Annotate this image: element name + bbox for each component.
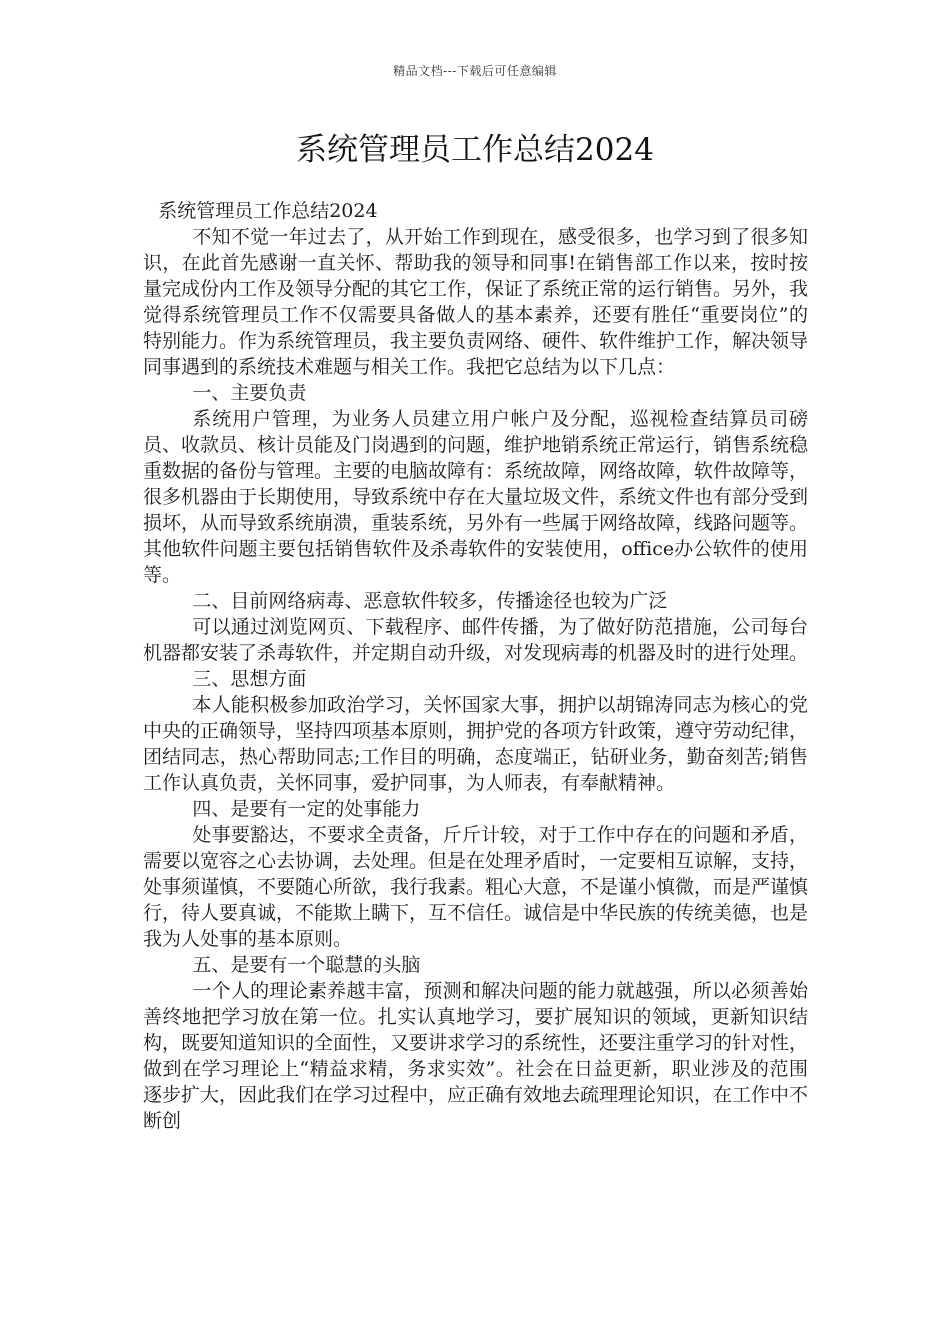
document-subtitle: 系统管理员工作总结2024 (158, 200, 378, 222)
section-heading-4: 四、是要有一定的处事能力 (192, 798, 421, 820)
paragraph-section-2: 可以通过浏览网页、下载程序、邮件传播，为了做好防范措施，公司每台机器都安装了杀毒软件，并定期自动升级，对发现病毒的机器及时的进行处理。 (143, 616, 809, 664)
page-header: 精品文档---下载后可任意编辑 (393, 64, 557, 78)
document-title: 系统管理员工作总结2024 (296, 132, 654, 168)
paragraph-section-1: 系统用户管理，为业务人员建立用户帐户及分配，巡视检查结算员司磅员、收款员、核计员能及门岗遇到的问题，维护地销系统正常运行，销售系统稳重数据的备份与管理。主要的电脑故障有：系统故障，网络故障，软件故障等，很多机器由于长期使用，导致系统中存在大量垃圾文件，系统文件也有部分受到损坏，从而导致系统崩溃，重装系统，另外有一些属于网络故障，线路问题等。其他软件问题主要包括销售软件及杀毒软件的安装使用，office办公软件的使用等。 (143, 408, 809, 586)
paragraph-section-5: 一个人的理论素养越丰富，预测和解决问题的能力就越强，所以必须善始善终地把学习放在第一位。扎实认真地学习，要扩展知识的领域，更新知识结构，既要知道知识的全面性，又要讲求学习的系统性，还要注重学习的针对性，做到在学习理论上“精益求精，务求实效”。社会在日益更新，职业涉及的范围逐步扩大，因此我们在学习过程中，应正确有效地去疏理理论知识，在工作中不断创 (143, 980, 809, 1132)
paragraph-section-3: 本人能积极参加政治学习，关怀国家大事，拥护以胡锦涛同志为核心的党中央的正确领导，坚持四项基本原则，拥护党的各项方针政策，遵守劳动纪律，团结同志，热心帮助同志;工作目的明确，态度端正，钻研业务，勤奋刻苦;销售工作认真负责，关怀同事，爱护同事，为人师表，有奉献精神。 (143, 694, 809, 794)
section-heading-1: 一、主要负责 (192, 382, 307, 404)
section-heading-3: 三、思想方面 (192, 668, 307, 690)
section-heading-2: 二、目前网络病毒、恶意软件较多，传播途径也较为广泛 (192, 590, 668, 612)
paragraph-section-4: 处事要豁达，不要求全责备，斤斤计较，对于工作中存在的问题和矛盾，需要以宽容之心去协调，去处理。但是在处理矛盾时，一定要相互谅解，支持，处事须谨慎，不要随心所欲，我行我素。粗心大意，不是谨小慎微，而是严谨慎行，待人要真诚，不能欺上瞒下，互不信任。诚信是中华民族的传统美德，也是我为人处事的基本原则。 (143, 824, 809, 950)
section-heading-5: 五、是要有一个聪慧的头脑 (192, 954, 421, 976)
paragraph-intro: 不知不觉一年过去了，从开始工作到现在，感受很多，也学习到了很多知识，在此首先感谢一直关怀、帮助我的领导和同事!在销售部工作以来，按时按量完成份内工作及领导分配的其它工作，保证了系统正常的运行销售。另外，我觉得系统管理员工作不仅需要具备做人的基本素养，还要有胜任“重要岗位”的特别能力。作为系统管理员，我主要负责网络、硬件、软件维护工作，解决领导同事遇到的系统技术难题与相关工作。我把它总结为以下几点： (143, 226, 809, 378)
document-body (143, 198, 808, 1134)
